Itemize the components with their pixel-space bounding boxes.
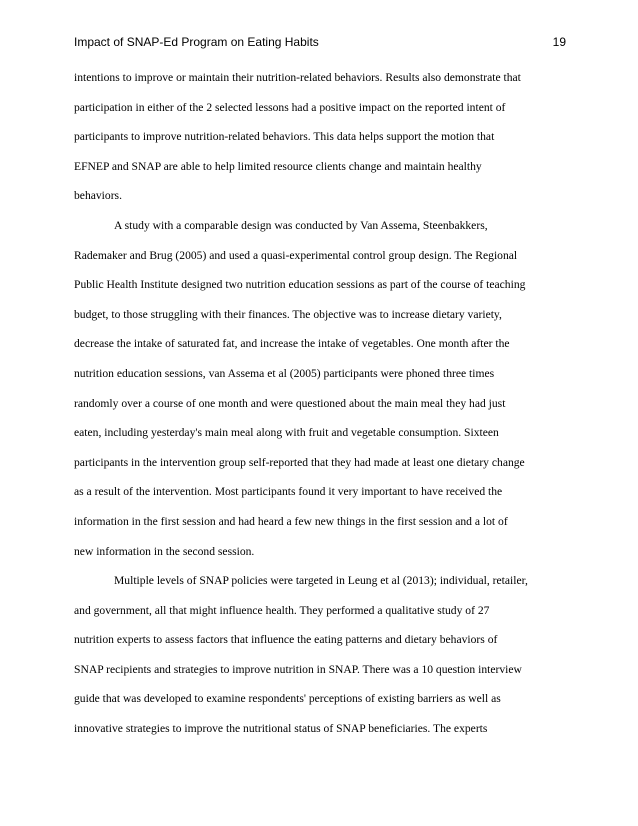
text-line: intentions to improve or maintain their nutrition-related behaviors. Results also demonstrate that — [74, 71, 521, 84]
text-line: EFNEP and SNAP are able to help limited resource clients change and maintain healthy — [74, 159, 482, 173]
text-line: participation in either of the 2 selected lessons had a positive impact on the reported intent of — [74, 100, 506, 114]
text-line: Public Health Institute designed two nutrition education sessions as part of the course of teaching — [74, 278, 526, 292]
text-line: SNAP recipients and strategies to improve nutrition in SNAP. There was a 10 question interview — [74, 662, 522, 676]
text-line: decrease the intake of saturated fat, and increase the intake of vegetables. One month after the — [74, 337, 510, 351]
text-line: behaviors. — [74, 189, 122, 203]
text-line: Rademaker and Brug (2005) and used a quasi-experimental control group design. The Regional — [74, 248, 518, 262]
text-line: participants in the intervention group self-reported that they had made at least one dietary change — [74, 455, 525, 469]
text-line: A study with a comparable design was conducted by Van Assema, Steenbakkers, — [114, 218, 488, 232]
text-line: nutrition experts to assess factors that influence the eating patterns and dietary behaviors of — [74, 633, 498, 647]
body-text — [74, 70, 574, 751]
text-line: nutrition education sessions, van Assema et al (2005) participants were phoned three times — [74, 366, 495, 380]
text-line: eaten, including yesterday's main meal along with fruit and vegetable consumption. Sixteen — [74, 426, 499, 440]
text-line: new information in the second session. — [74, 544, 255, 558]
text-line: budget, to those struggling with their finances. The objective was to increase dietary variety, — [74, 307, 502, 321]
page-number: 19 — [552, 35, 566, 49]
text-line: as a result of the intervention. Most participants found it very important to have received the — [74, 485, 503, 499]
text-line: participants to improve nutrition-related behaviors. This data helps support the motion that — [74, 130, 495, 144]
text-line: and government, all that might influence health. They performed a qualitative study of 27 — [74, 603, 490, 617]
running-head: Impact of SNAP-Ed Program on Eating Habits — [74, 35, 319, 49]
text-line: information in the first session and had heard a few new things in the first session and a lot of — [74, 514, 508, 528]
text-line: guide that was developed to examine respondents' perceptions of existing barriers as well as — [74, 692, 501, 706]
text-line: randomly over a course of one month and were questioned about the main meal they had just — [74, 396, 506, 410]
text-line: innovative strategies to improve the nutritional status of SNAP beneficiaries. The experts — [74, 722, 488, 736]
text-line: Multiple levels of SNAP policies were targeted in Leung et al (2013); individual, retailer, — [114, 574, 528, 588]
